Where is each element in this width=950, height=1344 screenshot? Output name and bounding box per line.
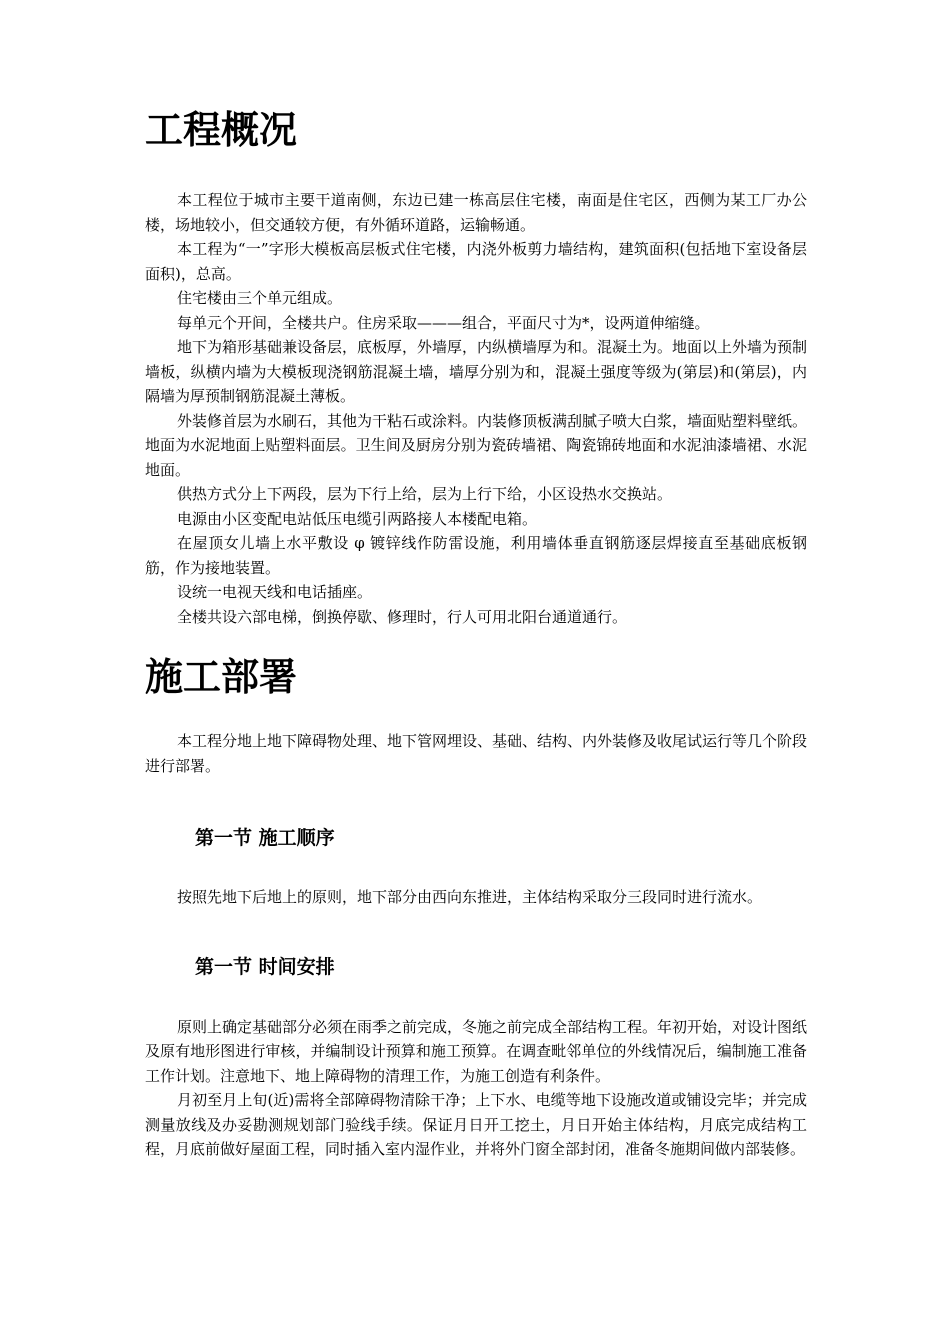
paragraph: 在屋顶女儿墙上水平敷设 φ 镀锌线作防雷设施，利用墙体垂直钢筋逐层焊接直至基础底板钢筋，作为接地装置。	[145, 534, 807, 577]
heading-project-overview: 工程概况	[145, 107, 298, 152]
paragraph: 住宅楼由三个单元组成。	[177, 289, 343, 307]
paragraph: 地下为箱形基础兼设备层，底板厚，外墙厚，内纵横墙厚为和。混凝土为。地面以上外墙为预制墙板，纵横内墙为大模板现浇钢筋混凝土墙，墙厚分别为和，混凝土强度等级为(第层)和(第层)，内隔墙为厚预制钢筋混凝土薄板。	[145, 338, 808, 405]
paragraph: 月初至月上旬(近)需将全部障碍物清除干净；上下水、电缆等地下设施改道或铺设完毕；并完成测量放线及办妥勘测规划部门验线手续。保证月日开工挖土，月日开始主体结构，月底完成结构工程，月底前做好屋面工程，同时插入室内湿作业，并将外门窗全部封闭，准备冬施期间做内部装修。	[145, 1091, 807, 1158]
heading-construction-sequence: 第一节 施工顺序	[195, 827, 335, 849]
paragraph: 供热方式分上下两段，层为下行上给，层为上行下给，小区设热水交换站。	[177, 485, 673, 503]
paragraph: 每单元个开间，全楼共户。住房采取———组合，平面尺寸为*，设两道伸缩缝。	[177, 313, 710, 332]
paragraph: 全楼共设六部电梯，倒换停歇、修理时，行人可用北阳台通道通行。	[177, 607, 628, 626]
paragraph: 本工程分地上地下障碍物处理、地下管网埋设、基础、结构、内外装修及收尾试运行等几个阶段进行部署。	[145, 732, 808, 775]
heading-construction-deployment: 施工部署	[145, 654, 298, 699]
paragraph: 原则上确定基础部分必须在雨季之前完成，冬施之前完成全部结构工程。年初开始，对设计图纸及原有地形图进行审核，并编制设计预算和施工预算。在调查毗邻单位的外线情况后，编制施工准备工作计划。注意地下、地上障碍物的清理工作，为施工创造有利条件。	[145, 1017, 808, 1085]
paragraph: 外装修首层为水刷石，其他为干粘石或涂料。内装修顶板满刮腻子喷大白浆，墙面贴塑料壁纸。地面为水泥地面上贴塑料面层。卫生间及厨房分别为瓷砖墙裙、陶瓷锦砖地面和水泥油漆墙裙、水泥地面。	[145, 411, 808, 479]
sequence-body	[145, 885, 807, 910]
overview-body	[145, 188, 807, 629]
schedule-body	[145, 1015, 807, 1162]
deployment-body	[145, 729, 807, 778]
heading-time-schedule: 第一节 时间安排	[195, 955, 335, 978]
paragraph: 电源由小区变配电站低压电缆引两路接人本楼配电箱。	[177, 509, 538, 528]
paragraph: 本工程为“一”字形大模板高层板式住宅楼，内浇外板剪力墙结构，建筑面积(包括地下室设备层面积)，总高。	[145, 240, 807, 283]
paragraph: 设统一电视天线和电话插座。	[177, 583, 373, 601]
document-page	[145, 0, 807, 1162]
paragraph: 按照先地下后地上的原则，地下部分由西向东推进，主体结构采取分三段同时进行流水。	[177, 888, 763, 906]
paragraph: 本工程位于城市主要干道南侧，东边已建一栋高层住宅楼，南面是住宅区，西侧为某工厂办公楼，场地较小，但交通较方便，有外循环道路，运输畅通。	[145, 191, 807, 234]
